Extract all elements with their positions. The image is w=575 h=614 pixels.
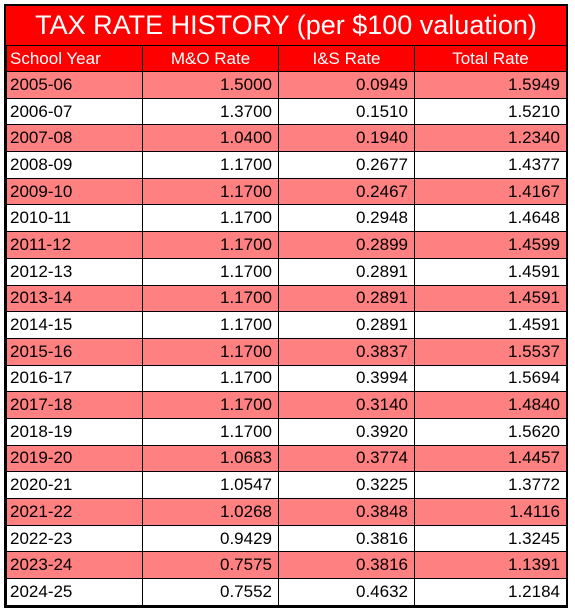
cell-school-year: 2007-08 [7,125,143,152]
cell-total-rate: 1.5210 [415,98,567,125]
table-row [7,285,567,312]
cell-is-rate: 0.3920 [279,418,415,445]
table-row [7,152,567,179]
table-row [7,312,567,339]
table-row [7,418,567,445]
cell-school-year: 2016-17 [7,365,143,392]
cell-is-rate: 0.2891 [279,312,415,339]
table-row [7,365,567,392]
table-row [7,205,567,232]
column-header-school-year: School Year [7,46,143,72]
cell-is-rate: 0.2677 [279,152,415,179]
cell-total-rate: 1.5537 [415,338,567,365]
cell-is-rate: 0.2899 [279,232,415,259]
table-row [7,125,567,152]
cell-is-rate: 0.3140 [279,392,415,419]
cell-total-rate: 1.4457 [415,445,567,472]
cell-school-year: 2006-07 [7,98,143,125]
cell-mo-rate: 1.0547 [143,472,279,499]
cell-school-year: 2024-25 [7,579,143,606]
cell-mo-rate: 0.9429 [143,525,279,552]
cell-mo-rate: 1.1700 [143,338,279,365]
cell-is-rate: 0.2467 [279,178,415,205]
table-row [7,338,567,365]
cell-mo-rate: 1.1700 [143,232,279,259]
table-row [7,178,567,205]
cell-mo-rate: 1.1700 [143,178,279,205]
tax-rate-table-container [4,4,568,608]
cell-is-rate: 0.3816 [279,552,415,579]
cell-school-year: 2021-22 [7,499,143,526]
table-row [7,72,567,99]
cell-total-rate: 1.5694 [415,365,567,392]
cell-school-year: 2018-19 [7,418,143,445]
cell-total-rate: 1.4599 [415,232,567,259]
cell-total-rate: 1.4116 [415,499,567,526]
cell-is-rate: 0.4632 [279,579,415,606]
cell-total-rate: 1.3772 [415,472,567,499]
cell-is-rate: 0.3994 [279,365,415,392]
cell-is-rate: 0.3225 [279,472,415,499]
table-body [7,72,567,606]
cell-total-rate: 1.3245 [415,525,567,552]
column-header-is-rate: I&S Rate [279,46,415,72]
cell-is-rate: 0.3774 [279,445,415,472]
table-row [7,232,567,259]
cell-is-rate: 0.1510 [279,98,415,125]
cell-school-year: 2011-12 [7,232,143,259]
cell-is-rate: 0.3837 [279,338,415,365]
column-header-mo-rate: M&O Rate [143,46,279,72]
table-row [7,552,567,579]
cell-mo-rate: 0.7575 [143,552,279,579]
cell-school-year: 2005-06 [7,72,143,99]
cell-total-rate: 1.4591 [415,312,567,339]
table-row [7,472,567,499]
cell-mo-rate: 1.1700 [143,312,279,339]
table-row [7,258,567,285]
cell-mo-rate: 1.0400 [143,125,279,152]
cell-mo-rate: 1.3700 [143,98,279,125]
cell-total-rate: 1.4377 [415,152,567,179]
cell-mo-rate: 1.0268 [143,499,279,526]
cell-mo-rate: 1.1700 [143,152,279,179]
cell-mo-rate: 1.1700 [143,392,279,419]
cell-total-rate: 1.5949 [415,72,567,99]
table-row [7,579,567,606]
cell-is-rate: 0.2891 [279,285,415,312]
cell-mo-rate: 1.1700 [143,205,279,232]
cell-is-rate: 0.3848 [279,499,415,526]
cell-is-rate: 0.0949 [279,72,415,99]
cell-total-rate: 1.2340 [415,125,567,152]
tax-rate-table [6,46,567,606]
cell-mo-rate: 1.1700 [143,365,279,392]
cell-total-rate: 1.4591 [415,285,567,312]
cell-school-year: 2008-09 [7,152,143,179]
cell-school-year: 2014-15 [7,312,143,339]
cell-school-year: 2023-24 [7,552,143,579]
cell-total-rate: 1.1391 [415,552,567,579]
cell-school-year: 2020-21 [7,472,143,499]
cell-total-rate: 1.4591 [415,258,567,285]
cell-school-year: 2010-11 [7,205,143,232]
cell-school-year: 2017-18 [7,392,143,419]
cell-school-year: 2019-20 [7,445,143,472]
table-row [7,525,567,552]
cell-total-rate: 1.4648 [415,205,567,232]
table-row [7,445,567,472]
cell-mo-rate: 1.1700 [143,285,279,312]
cell-is-rate: 0.3816 [279,525,415,552]
cell-is-rate: 0.1940 [279,125,415,152]
cell-is-rate: 0.2948 [279,205,415,232]
cell-school-year: 2012-13 [7,258,143,285]
cell-is-rate: 0.2891 [279,258,415,285]
table-row [7,392,567,419]
column-header-total-rate: Total Rate [415,46,567,72]
cell-total-rate: 1.4167 [415,178,567,205]
cell-school-year: 2009-10 [7,178,143,205]
cell-mo-rate: 1.0683 [143,445,279,472]
cell-total-rate: 1.4840 [415,392,567,419]
table-row [7,98,567,125]
cell-total-rate: 1.5620 [415,418,567,445]
cell-mo-rate: 0.7552 [143,579,279,606]
table-title: TAX RATE HISTORY (per $100 valuation) [6,6,566,46]
cell-school-year: 2013-14 [7,285,143,312]
cell-mo-rate: 1.1700 [143,418,279,445]
header-row [7,46,567,72]
cell-school-year: 2015-16 [7,338,143,365]
table-row [7,499,567,526]
cell-mo-rate: 1.1700 [143,258,279,285]
cell-total-rate: 1.2184 [415,579,567,606]
cell-mo-rate: 1.5000 [143,72,279,99]
cell-school-year: 2022-23 [7,525,143,552]
